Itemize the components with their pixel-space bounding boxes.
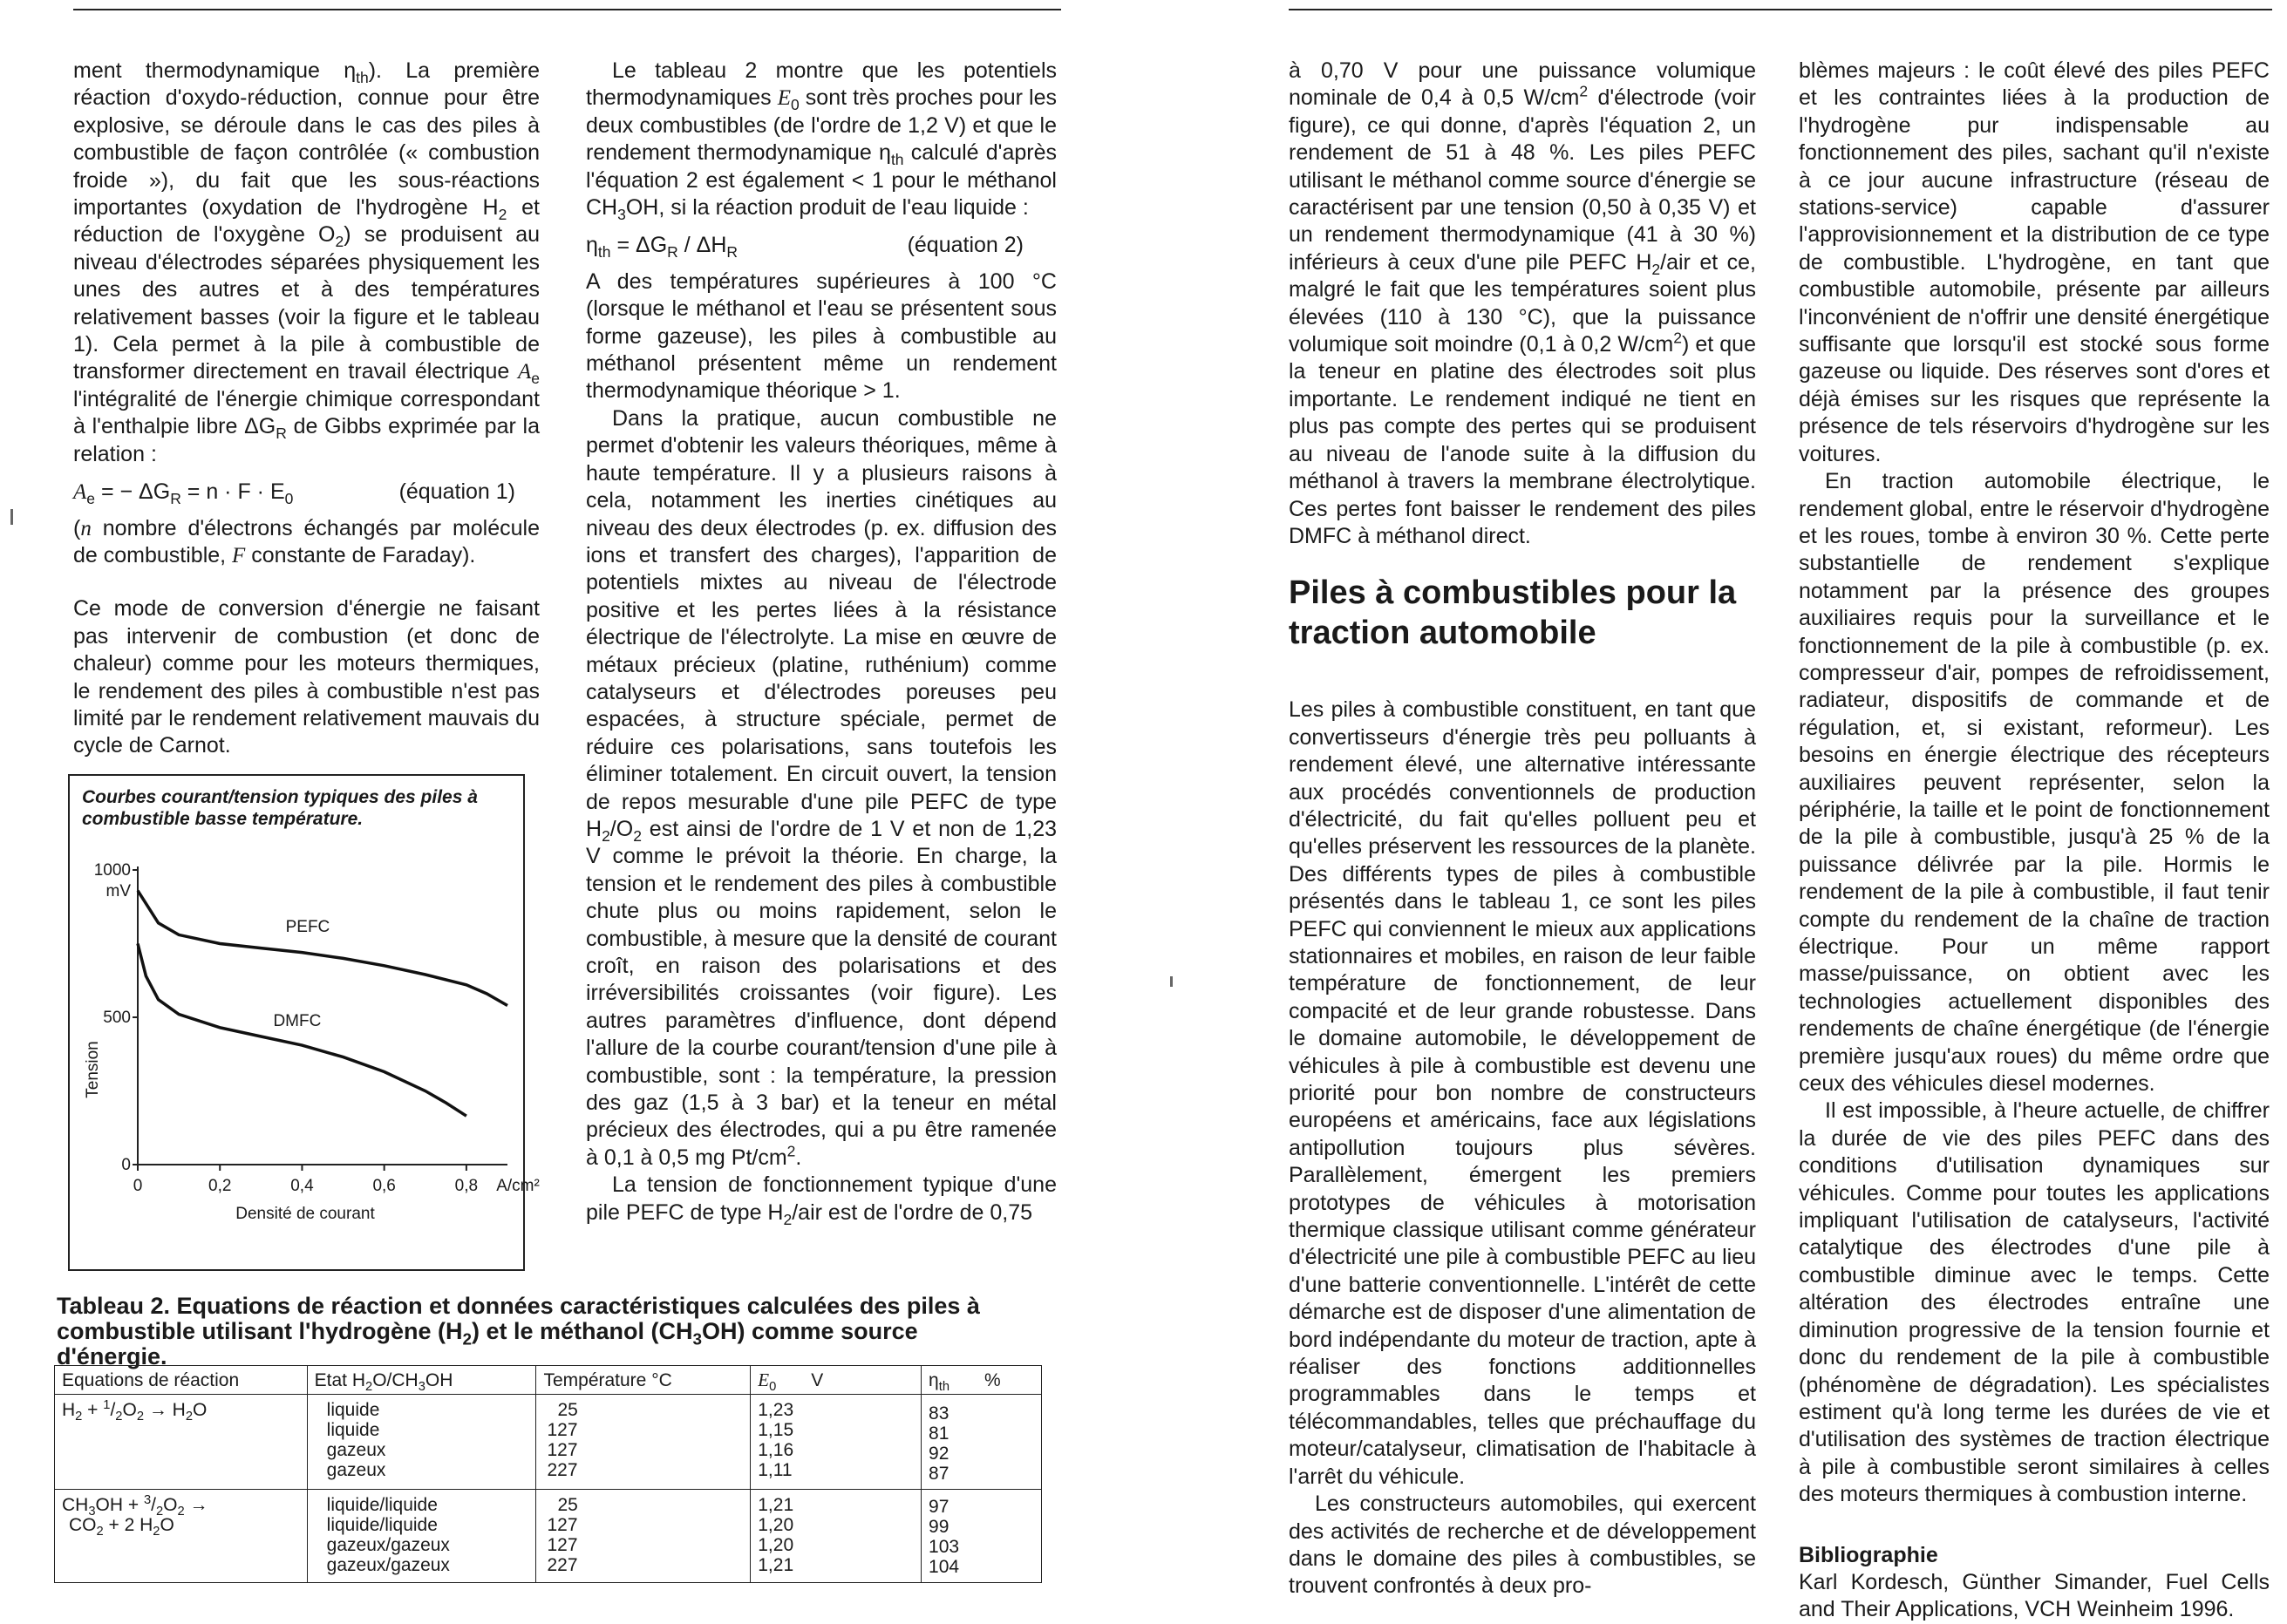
table-header-row <box>55 1366 1042 1395</box>
bibliography-heading: Bibliographie <box>1799 1542 1938 1567</box>
paragraph: (n nombre d'électrons échangés par molécule de combustible, F constante de Faraday). <box>73 515 540 567</box>
y-tick-label: 1000 <box>93 861 131 880</box>
column-4 <box>1799 58 2270 1624</box>
efficiency-cell: 83 81 92 87 <box>922 1395 1042 1490</box>
figure-title: Courbes courant/tension typiques des piles à combustible basse température. <box>82 787 478 829</box>
y-unit-label: mV <box>106 882 131 900</box>
equation-1: $A_e$ = − $\Delta G_R = n \cdot F \cdot E_0$ (équation 1) <box>73 479 515 508</box>
efficiency-cell: 97 99 103 104 <box>922 1490 1042 1583</box>
reaction-equation: $H_2 + ^1/_2O_2 \to H_2O$ <box>55 1395 308 1490</box>
top-rule-left <box>73 9 1061 10</box>
x-tick-label: 0 <box>133 1177 143 1195</box>
x-tick-label: 0,2 <box>208 1177 232 1195</box>
reaction-equation: $CH_3OH + ^3/_2O_2$ → $CO_2 + 2$ $H_2O$ <box>55 1490 308 1583</box>
temperature-cell: 25 127 127 227 <box>536 1490 751 1583</box>
data-table <box>54 1365 1042 1583</box>
y-axis-label: Tension <box>84 1041 102 1098</box>
x-tick-label: 0,4 <box>290 1177 314 1195</box>
column-2 <box>586 58 1057 1226</box>
state-cell: liquide/liquide liquide/liquide gazeux/gazeux gazeux/gazeux <box>307 1490 536 1583</box>
column-header: Equations de réaction <box>55 1366 308 1395</box>
column-header: $E_0$ V <box>751 1366 922 1395</box>
paragraph: Il est impossible, à l'heure actuelle, de chiffrer la durée de vie des piles PEFC dans des conditions d'utilisation dynamiques sur véhicules. Comme pour toutes les applications impliquant l'utilisation de catalyseurs, l'activité catalytique des électrodes d'une pile à combustible diminue avec le temps. Cette altération des électrodes entraîne une diminution progressive de la tension fournie et donc du rendement de la pile à combustible (phénomène de dégradation). Les spécialistes estiment qu'à long terme les durées de vie et d'utilisation des systèmes de traction électrique à pile à combustible seront similaires à celles des moteurs thermiques à combustion interne. <box>1799 1098 2270 1507</box>
top-rule-right <box>1289 9 2272 10</box>
e0-cell: 1,23 1,15 1,16 1,11 <box>751 1395 922 1490</box>
section-heading: Piles à combustibles pour la traction automobile <box>1289 574 1737 652</box>
y-tick-label: 500 <box>103 1009 131 1027</box>
figure-voltage-current <box>68 774 540 1271</box>
paragraph: Ce mode de conversion d'énergie ne faisant pas intervenir de combustion (et donc de chaleur) comme pour les moteurs thermiques, le rendement des piles à combustible n'est pas limité par le rendement relativement mauvais du cycle de Carnot. <box>73 596 540 758</box>
x-tick-label: 0,8 <box>454 1177 479 1195</box>
temperature-cell: 25 127 127 227 <box>536 1395 751 1490</box>
column-1 <box>73 58 540 760</box>
paragraph: A des températures supérieures à 100 °C (lorsque le méthanol et l'eau se présentent sous forme gazeuse), les piles à combustible au méthanol présentent même un rendement thermodynamique théorique > 1. <box>586 268 1057 404</box>
series-label: DMFC <box>273 1012 322 1031</box>
x-unit-label: A/cm² <box>496 1177 540 1195</box>
paragraph: Les piles à combustible constituent, en tant que convertisseurs d'énergie très peu polluants à rendement élevé, une alternative intéressante aux procédés conventionnels de production d'électricité, du fait qu'elles polluent peu et qu'elles préservent les ressources de la planète. Des différents types de piles à combustible présentés dans le tableau 1, ce sont les piles PEFC qui conviennent le mieux aux applications stationnaires et mobiles, en raison de leur faible température de fonctionnement, de leur compacité et de leur grande robustesse. Dans le domaine automobile, le développement de véhicules à pile à combustible est devenu une priorité pour bon nombre de constructeurs européens et américains, face aux législations antipollution toujours plus sévères. Parallèlement, émergent les premiers prototypes de véhicules à motorisation thermique classique utilisant comme générateur d'électricité une pile à combustible PEFC au lieu d'une batterie conventionnelle. L'intérêt de cette démarche est de disposer d'une alimentation de bord indépendante du moteur de traction, apte à réaliser des fonctions additionnelles programmables dans le temps et télécommandables, telles que préchauffage du moteur/catalyseur, climatisation de l'habitacle à l'arrêt du véhicule. <box>1289 697 1756 1489</box>
table-row <box>55 1490 1042 1583</box>
line-chart <box>70 776 540 1269</box>
e0-cell: 1,21 1,20 1,20 1,21 <box>751 1490 922 1583</box>
x-tick-label: 0,6 <box>372 1177 396 1195</box>
y-tick-label: 0 <box>121 1156 131 1174</box>
paragraph: La tension de fonctionnement typique d'une pile PEFC de type $H_2$/air est de l'ordre de 0,75 <box>586 1172 1057 1228</box>
column-header: $\eta_{th}$ % <box>922 1366 1042 1395</box>
column-3 <box>1289 58 1756 1600</box>
state-cell: liquide liquide gazeux gazeux <box>307 1395 536 1490</box>
table-caption: Tableau 2. Equations de réaction et données caractéristiques calculées des piles à combustible utilisant l'hydrogène $(H_2)$ et le méthanol $(CH_3OH)$ comme source d'énergie. <box>57 1293 980 1369</box>
paragraph: blèmes majeurs : le coût élevé des piles PEFC et les contraintes liées à la production de l'hydrogène pur indispensable au fonctionnement des piles, sachant qu'il n'existe à ce jour aucune infrastructure (réseau de stations-service) capable d'assurer l'approvisionnement et la distribution de ce type de combustible. L'hydrogène, en tant que combustible automobile, présente par ailleurs l'inconvénient de n'offrir une densité énergétique suffisante que lorsqu'il est stocké sous forme gazeuse ou liquide. Des réserves sont d'ores et déjà émises sur les risques que représente la présence de tels réservoirs d'hydrogène sur les voitures. <box>1799 58 2270 466</box>
equation-2: $\eta_{th} = \Delta G_R / \Delta H_R$ (équation 2) <box>586 233 1024 262</box>
column-header: Température °C <box>536 1366 751 1395</box>
paragraph: Dans la pratique, aucun combustible ne permet d'obtenir les valeurs théoriques, même à haute température. Il y a plusieurs raisons à cela, notamment les inerties cinétiques au niveau des deux électrodes (p. ex. diffusion des ions et transfert des charges), l'apparition de potentiels mixtes au niveau de l'électrode positive et les pertes liées à la résistance électrique de l'électrolyte. La mise en œuvre de métaux précieux (platine, ruthénium) comme catalyseurs et d'électrodes poreuses peu espacées, à structure spéciale, permet de réduire ces polarisations, sans toutefois les éliminer totalement. En circuit ouvert, la tension de repos mesurable d'une pile PEFC de type $H_2/O_2$ est ainsi de l'ordre de 1 V et non de 1,23 V comme le prévoit la théorie. En charge, la tension et le rendement des piles à combustible chute plus ou moins rapidement, selon le combustible, à mesure que la densité de courant croît, en raison des polarisations et des irréversibilités croissantes (voir figure). Les autres paramètres d'influence, dont dépend l'allure de la courbe courant/tension d'une pile à combustible, sont : la température, la pression des gaz (1,5 à 3 bar) et la teneur en métal précieux des électrodes, qui a pu être ramenée à 0,1 à 0,5 mg $Pt/cm^2$. <box>586 405 1057 1170</box>
series-line-pefc <box>138 891 507 1006</box>
column-header: Etat $H_2O/CH_3OH$ <box>307 1366 536 1395</box>
margin-mark <box>10 509 13 525</box>
margin-mark <box>1170 976 1173 987</box>
paragraph: En traction automobile électrique, le rendement global, entre le réservoir d'hydrogène et les roues, tombe à environ 30 %. Cette perte substantielle de rendement s'explique notamment par la présence des groupes auxiliaires requis pour la surveillance et le fonctionnement de la pile à combustible (p. ex. compresseur d'air, pompes de refroidissement, radiateur, dispositifs de commande et de régulation, et, si existant, reformeur). Les besoins en énergie électrique des récepteurs auxiliaires peuvent représenter, selon la périphérie, la taille et le point de fonctionnement de la pile à combustible, jusqu'à 25 % de la puissance délivrée par la pile. Hormis le rendement de la pile à combustible, il faut tenir compte du rendement de la chaîne de traction électrique. Pour un même rapport masse/puissance, on obtient avec les technologies actuellement disponibles des rendements de chaîne énergétique (de l'énergie première jusqu'aux roues) du même ordre que ceux des véhicules diesel modernes. <box>1799 469 2270 1097</box>
equation-label: (équation 1) <box>398 479 515 505</box>
equation-label: (équation 2) <box>907 233 1024 258</box>
bibliography-entry: Karl Kordesch, Günther Simander, Fuel Cells and Their Applications, VCH Weinheim 1996. <box>1799 1569 2270 1622</box>
paragraph: Les constructeurs automobiles, qui exercent des activités de recherche et de développement dans le domaine des piles à combustibles, se trouvent confrontés à deux pro- <box>1289 1491 1756 1599</box>
paragraph: ment thermodynamique $\eta_{th}$). La première réaction d'oxydo-réduction, connue pour être explosive, se déroule dans le cas des piles à combustible de façon contrôlée (« combustion froide »), du fait que les sous-réactions importantes (oxydation de l'hydrogène $H_2$ et réduction de l'oxygène $O_2$) se produisent au niveau d'électrodes séparées physiquement les unes des autres et à des températures relativement basses (voir la figure et le tableau 1). Cela permet à la pile à combustible de transformer directement en travail électrique $A_e$ l'intégralité de l'énergie chimique correspondant à l'enthalpie libre $\Delta G_R$ de Gibbs exprimée par la relation : <box>73 58 541 466</box>
paragraph: à 0,70 V pour une puissance volumique nominale de 0,4 à 0,5 $W/cm^2$ d'électrode (voir figure), ce qui donne, d'après l'équation 2, un rendement de 51 à 48 %. Les piles PEFC utilisant le méthanol comme source d'énergie se caractérisent par une tension (0,50 à 0,35 V) et un rendement thermodynamique (41 à 30 %) inférieurs à ceux d'une pile PEFC $H_2$/air et ce, malgré le fait que les températures soient plus élevées (110 à 130 °C), que la puissance volumique soit moindre (0,1 à 0,2 $W/cm^2$) et que la teneur en platine des électrodes soit plus importante. Le rendement indiqué ne tient en plus pas compte des pertes qui se produisent au niveau de l'anode suite à la diffusion du méthanol à travers la membrane électrolytique. Ces pertes font baisser le rendement des piles DMFC à méthanol direct. <box>1289 58 1756 548</box>
table-row <box>55 1395 1042 1490</box>
paragraph: Le tableau 2 montre que les potentiels thermodynamiques $E_0$ sont très proches pour les deux combustibles (de l'ordre de 1,2 V) et que le rendement thermodynamique $\eta_{th}$ calculé d'après l'équation 2 est également < 1 pour le méthanol $CH_3OH$, si la réaction produit de l'eau liquide : <box>586 58 1058 224</box>
series-label: PEFC <box>285 917 330 936</box>
x-axis-label: Densité de courant <box>235 1205 375 1223</box>
